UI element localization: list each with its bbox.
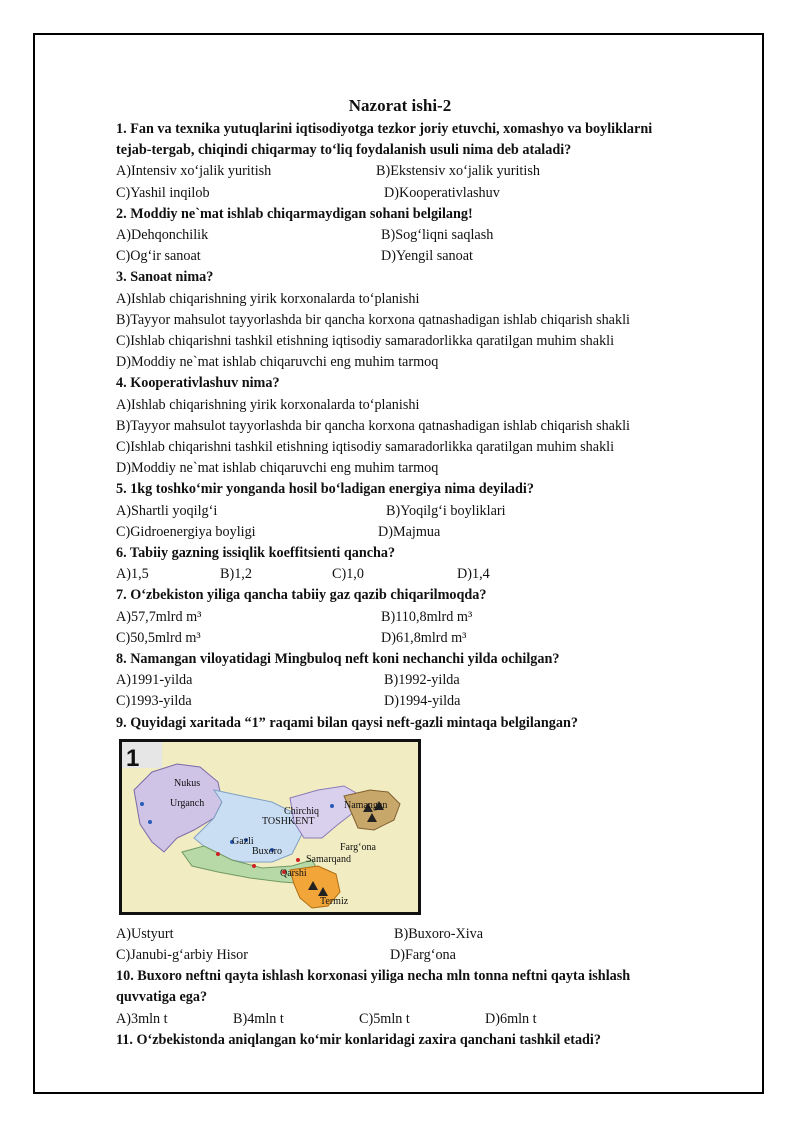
answers-row	[116, 1009, 716, 1030]
answer-b[interactable]: B)1,2	[220, 566, 252, 583]
question-2: 2. Moddiy ne`mat ishlab chiqarmaydigan sohani belgilang!	[116, 205, 473, 222]
answer-a[interactable]: A)3mln t	[116, 1010, 168, 1027]
answer-b[interactable]: B)110,8mlrd m³	[381, 608, 473, 625]
map-number-label: 1	[126, 744, 140, 772]
question-4: 4. Kooperativlashuv nima?	[116, 375, 280, 392]
map-label: Buxoro	[252, 845, 282, 857]
question-list	[116, 119, 716, 1051]
answer-c[interactable]: C)50,5mlrd m³	[116, 629, 201, 646]
answers-row	[116, 945, 716, 966]
answer-d[interactable]: D)Moddiy ne`mat ishlab chiqaruvchi eng muhim tarmoq	[116, 354, 439, 371]
answers-row	[116, 924, 716, 945]
answer-b[interactable]: B)Ekstensiv xo‘jalik yuritish	[376, 163, 540, 180]
answers-row	[116, 670, 716, 691]
answer-c[interactable]: C)1,0	[332, 566, 364, 583]
answers-row	[116, 161, 716, 182]
answer-c[interactable]: C)Janubi-g‘arbiy Hisor	[116, 946, 248, 963]
answer-a[interactable]: A)Ishlab chiqarishning yirik korxonalarda to‘planishi	[116, 396, 420, 413]
question-1-cont: tejab-tergab, chiqindi chiqarmay to‘liq foydalanish usuli nima deb ataladi?	[116, 142, 572, 159]
answer-c[interactable]: C)1993-yilda	[116, 693, 192, 710]
uzbekistan-map	[119, 739, 421, 915]
answer-a[interactable]: A)1,5	[116, 566, 149, 583]
answers-row	[116, 522, 716, 543]
answer-a[interactable]: A)Ishlab chiqarishning yirik korxonalarda to‘planishi	[116, 290, 420, 307]
answer-d[interactable]: D)1,4	[457, 566, 490, 583]
answer-c[interactable]: C)5mln t	[359, 1010, 410, 1027]
answers-row	[116, 691, 716, 712]
answer-c[interactable]: C)Ishlab chiqarishni tashkil etishning iqtisodiy samaradorlikka qaratilgan muhim shakli	[116, 438, 615, 455]
map-label: Farg‘ona	[340, 841, 376, 853]
question-5: 5. 1kg toshko‘mir yonganda hosil bo‘ladigan energiya nima deyiladi?	[116, 481, 534, 498]
map-label: Nukus	[174, 777, 201, 789]
answer-b[interactable]: B)Tayyor mahsulot tayyorlashda bir qancha korxona qatnashadigan ishlab chiqarish shakli	[116, 311, 630, 328]
answer-a[interactable]: A)Shartli yoqilg‘i	[116, 502, 218, 519]
answer-b[interactable]: B)Sog‘liqni saqlash	[381, 226, 494, 243]
question-10-cont: quvvatiga ega?	[116, 989, 208, 1006]
map-label: Gazli	[232, 835, 254, 847]
map-label: Urganch	[170, 797, 205, 809]
map-label: Chirchiq	[284, 805, 319, 817]
map-label: Namangan	[344, 799, 388, 811]
question-8: 8. Namangan viloyatidagi Mingbuloq neft koni nechanchi yilda ochilgan?	[116, 650, 560, 667]
answer-a[interactable]: A)1991-yilda	[116, 672, 193, 689]
map-label: Termiz	[320, 895, 349, 907]
question-7: 7. O‘zbekiston yiliga qancha tabiiy gaz qazib chiqarilmoqda?	[116, 587, 487, 604]
map-label: TOSHKENT	[262, 815, 315, 827]
page-title: Nazorat ishi-2	[348, 96, 452, 115]
answer-c[interactable]: C)Yashil inqilob	[116, 184, 210, 201]
answer-b[interactable]: B)1992-yilda	[384, 672, 460, 689]
question-1: 1. Fan va texnika yutuqlarini iqtisodiyotga tezkor joriy etuvchi, xomashyo va boyliklarni	[116, 121, 653, 137]
answer-c[interactable]: C)Gidroenergiya boyligi	[116, 523, 256, 540]
map-label: Qarshi	[280, 867, 307, 879]
answer-a[interactable]: A)Intensiv xo‘jalik yuritish	[116, 163, 272, 180]
question-3: 3. Sanoat nima?	[116, 269, 214, 286]
answer-a[interactable]: A)57,7mlrd m³	[116, 608, 202, 625]
answer-d[interactable]: D)Farg‘ona	[390, 946, 456, 963]
answer-b[interactable]: B)4mln t	[233, 1010, 284, 1027]
answer-c[interactable]: C)Og‘ir sanoat	[116, 248, 201, 265]
answer-b[interactable]: B)Yoqilg‘i boyliklari	[386, 502, 506, 519]
map-graphic	[122, 742, 418, 912]
answer-d[interactable]: D)Yengil sanoat	[381, 248, 473, 265]
question-6: 6. Tabiiy gazning issiqlik koeffitsienti qancha?	[116, 544, 396, 561]
answer-a[interactable]: A)Ustyurt	[116, 925, 174, 942]
answers-row	[116, 607, 716, 628]
answer-c[interactable]: C)Ishlab chiqarishni tashkil etishning iqtisodiy samaradorlikka qaratilgan muhim shakli	[116, 332, 615, 349]
answers-row	[116, 564, 716, 585]
answers-row	[116, 501, 716, 522]
answers-row	[116, 183, 716, 204]
question-9: 9. Quyidagi xaritada “1” raqami bilan qaysi neft-gazli mintaqa belgilangan?	[116, 714, 578, 731]
answers-row	[116, 225, 716, 246]
answer-d[interactable]: D)Kooperativlashuv	[384, 184, 500, 201]
question-10: 10. Buxoro neftni qayta ishlash korxonasi yiliga necha mln tonna neftni qayta ishlash	[116, 968, 631, 985]
answers-row	[116, 246, 716, 267]
answer-d[interactable]: D)Majmua	[378, 523, 441, 540]
answer-d[interactable]: D)Moddiy ne`mat ishlab chiqaruvchi eng muhim tarmoq	[116, 460, 439, 477]
question-11: 11. O‘zbekistonda aniqlangan ko‘mir konlaridagi zaxira qanchani tashkil etadi?	[116, 1031, 601, 1048]
answer-d[interactable]: D)61,8mlrd m³	[381, 629, 467, 646]
answer-a[interactable]: A)Dehqonchilik	[116, 226, 209, 243]
answer-b[interactable]: B)Buxoro-Xiva	[394, 925, 484, 942]
answers-row	[116, 628, 716, 649]
answer-d[interactable]: D)6mln t	[485, 1010, 537, 1027]
answer-b[interactable]: B)Tayyor mahsulot tayyorlashda bir qancha korxona qatnashadigan ishlab chiqarish shakli	[116, 417, 630, 434]
answer-d[interactable]: D)1994-yilda	[384, 693, 461, 710]
map-label: Samarqand	[306, 853, 351, 865]
